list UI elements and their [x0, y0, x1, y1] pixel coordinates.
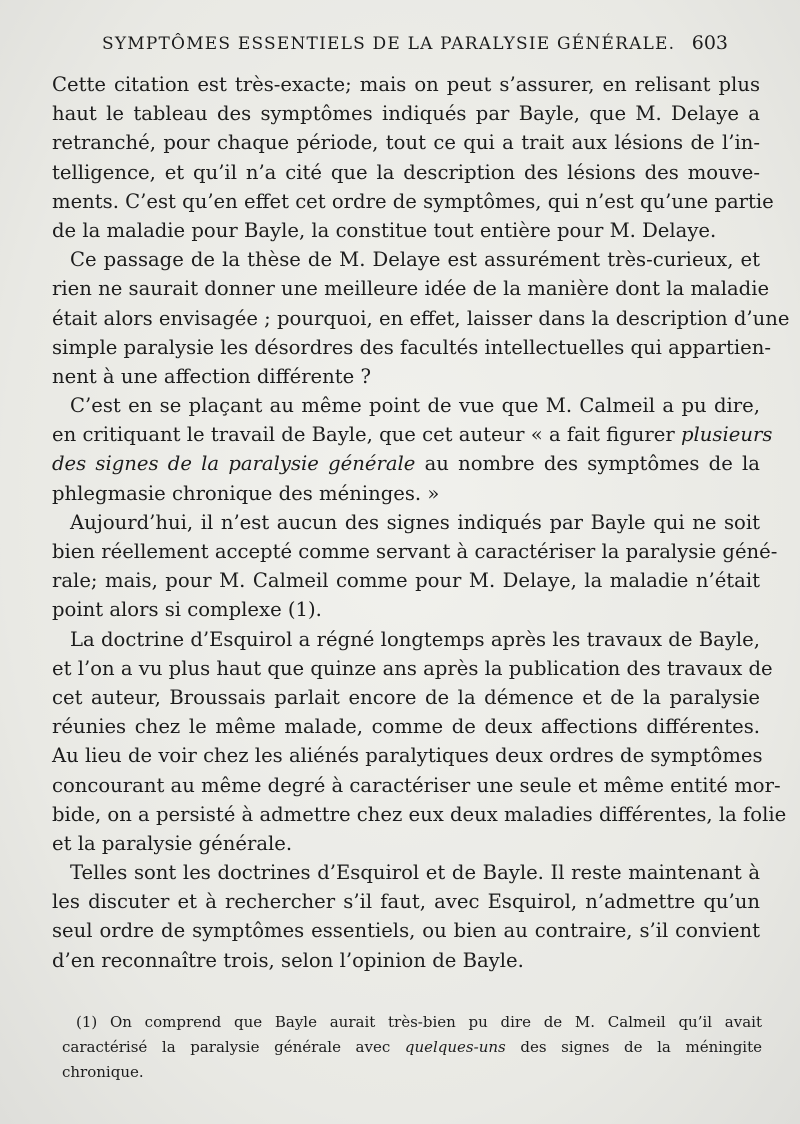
italic-segment: quelques-uns	[404, 1038, 506, 1056]
text-line: Ce passage de la thèse de M. Delaye est assurément très-curieux, et	[70, 248, 760, 272]
text-line: point alors si complexe (1).	[52, 598, 322, 622]
text-line: et l’on a vu plus haut que quinze ans après la publication des travaux de	[52, 656, 773, 680]
page-header	[52, 34, 728, 62]
text-line: d’en reconnaître trois, selon l’opinion de Bayle.	[52, 948, 524, 972]
text-line: était alors envisagée ; pourquoi, en effet, laisser dans la description d’une	[52, 306, 790, 330]
text-line: rien ne saurait donner une meilleure idée de la manière dont la maladie	[52, 277, 770, 301]
italic-segment: des signes de la paralysie générale	[52, 452, 416, 476]
text-line: Telles sont les doctrines d’Esquirol et de Bayle. Il reste maintenant à	[70, 861, 760, 885]
text-line: bide, on a persisté à admettre chez eux deux maladies différentes, la folie	[52, 802, 787, 826]
body-text	[52, 70, 790, 975]
text-line	[52, 420, 773, 449]
text-line: cet auteur, Broussais parlait encore de la démence et de la paralysie	[52, 685, 760, 709]
text-segment: des signes de la méningite	[520, 1038, 762, 1056]
text-line: telligence, et qu’il n’a cité que la description des lésions des mouve-	[52, 160, 760, 184]
running-head: SYMPTÔMES ESSENTIELS DE LA PARALYSIE GÉNÉRALE.	[102, 34, 676, 54]
text-line: Cette citation est très-exacte; mais on peut s’assurer, en relisant plus	[52, 73, 760, 96]
footnote-line: chronique.	[62, 1063, 144, 1081]
italic-segment: plusieurs	[680, 423, 773, 447]
text-line: simple paralysie les désordres des facultés intellectuelles qui appartien-	[52, 335, 771, 359]
text-line: phlegmasie chronique des méninges. »	[52, 481, 440, 505]
text-segment: caractérisé la paralysie générale avec	[62, 1038, 391, 1056]
text-line: de la maladie pour Bayle, la constitue tout entière pour M. Delaye.	[52, 218, 717, 242]
text-segment: en critiquant le travail de Bayle, que cet auteur « a fait figurer	[52, 423, 675, 447]
text-line: les discuter et à rechercher s’il faut, avec Esquirol, n’admettre qu’un	[52, 890, 760, 914]
text-line: Au lieu de voir chez les aliénés paralytiques deux ordres de symptômes	[52, 744, 763, 768]
text-line: concourant au même degré à caractériser une seule et même entité mor-	[52, 773, 781, 797]
text-line: rale; mais, pour M. Calmeil comme pour M. Delaye, la maladie n’était	[52, 569, 760, 593]
text-line: C’est en se plaçant au même point de vue que M. Calmeil a pu dire,	[70, 394, 760, 418]
text-line: réunies chez le même malade, comme de deux affections différentes.	[52, 715, 760, 739]
footnote-line: (1) On comprend que Bayle aurait très-bien pu dire de M. Calmeil qu’il avait	[76, 1013, 762, 1031]
text-line: bien réellement accepté comme servant à caractériser la paralysie géné-	[52, 540, 778, 563]
text-line: nent à une affection différente ?	[52, 364, 371, 388]
text-line: haut le tableau des symptômes indiqués par Bayle, que M. Delaye a	[52, 102, 760, 126]
text-line: et la paralysie générale.	[52, 831, 293, 855]
text-line: seul ordre de symptômes essentiels, ou bien au contraire, s’il convient	[52, 919, 760, 943]
text-line: Aujourd’hui, il n’est aucun des signes indiqués par Bayle qui ne soit	[70, 510, 760, 534]
text-line	[52, 449, 760, 478]
page-number: 603	[691, 32, 728, 54]
text-line: ments. C’est qu’en effet cet ordre de symptômes, qui n’est qu’une partie	[52, 189, 774, 213]
text-segment: au nombre des symptômes de la	[424, 452, 760, 476]
footnote	[62, 1010, 762, 1085]
text-line: La doctrine d’Esquirol a régné longtemps après les travaux de Bayle,	[70, 627, 760, 651]
footnote-line	[62, 1035, 762, 1060]
text-line: retranché, pour chaque période, tout ce qui a trait aux lésions de l’in-	[52, 131, 760, 155]
